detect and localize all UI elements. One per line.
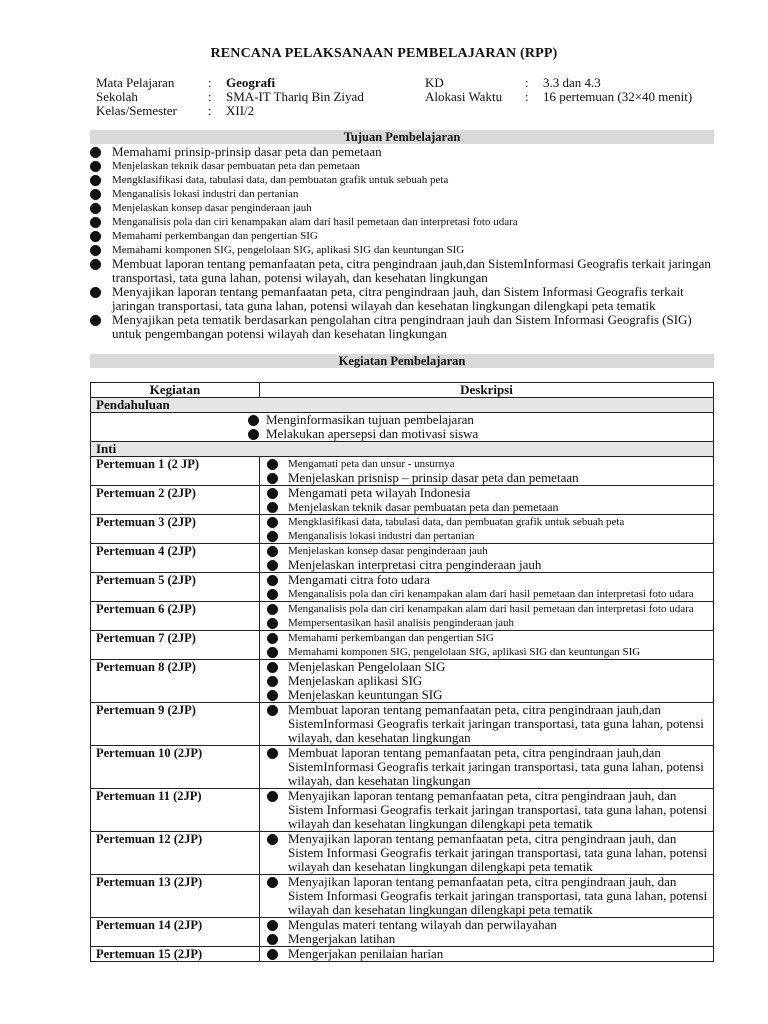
list-item — [90, 159, 714, 173]
meeting-name: Pertemuan 1 (2 JP) — [91, 457, 260, 486]
bullet-icon — [90, 259, 101, 270]
bullet-icon — [267, 834, 278, 845]
meeting-description — [260, 789, 714, 832]
goal-text: Menyajikan peta tematik berdasarkan pengolahan citra pengindraan jauh dan Sistem Informasi Geografis (SIG) untuk pengembangan potensi wilayah dan kesehatan lingkungan — [112, 312, 692, 341]
info-right — [425, 76, 692, 104]
info-sep: : — [208, 103, 212, 118]
list-item — [90, 187, 714, 201]
list-item — [90, 229, 714, 243]
meeting-description — [260, 947, 714, 962]
bullet-icon — [267, 604, 278, 615]
meeting-description — [260, 515, 714, 544]
bullet-icon — [90, 315, 101, 326]
table-row — [91, 515, 714, 544]
list-item — [90, 313, 714, 341]
info-value: XII/2 — [226, 103, 255, 118]
goal-text: Menjelaskan teknik dasar pembuatan peta dan pemetaan — [112, 160, 361, 172]
meeting-description — [260, 631, 714, 660]
tujuan-heading: Tujuan Pembelajaran — [90, 130, 714, 144]
list-item — [265, 616, 708, 630]
meeting-name: Pertemuan 15 (2JP) — [91, 947, 260, 962]
meeting-name: Pertemuan 5 (2JP) — [91, 573, 260, 602]
info-label: Sekolah — [96, 89, 138, 104]
description-list — [265, 703, 708, 745]
description-list — [265, 947, 708, 961]
bullet-icon — [90, 217, 101, 228]
meeting-description — [260, 573, 714, 602]
header-deskripsi: Deskripsi — [260, 383, 714, 398]
meeting-name: Pertemuan 9 (2JP) — [91, 703, 260, 746]
goal-text: Memahami prinsip-prinsip dasar peta dan pemetaan — [112, 144, 382, 159]
bullet-icon — [267, 546, 278, 557]
meeting-description — [260, 918, 714, 947]
activity-table — [90, 382, 714, 962]
list-item — [90, 215, 714, 229]
list-item — [265, 947, 708, 961]
table-row — [91, 486, 714, 515]
description-text: Mengklasifikasi data, tabulasi data, dan pembuatan grafik untuk sebuah peta — [288, 516, 625, 528]
description-list — [265, 457, 708, 485]
description-text: Menjelaskan aplikasi SIG — [288, 673, 423, 688]
goal-text: Menjelaskan konsep dasar penginderaan jauh — [112, 202, 312, 214]
table-row — [91, 703, 714, 746]
description-text: Mengerjakan penilaian harian — [288, 946, 444, 961]
description-text: Menganalisis pola dan ciri kenampakan alam dari hasil pemetaan dan interpretasi foto udara — [288, 588, 694, 600]
bullet-icon — [267, 705, 278, 716]
description-list — [265, 875, 708, 917]
table-row — [91, 602, 714, 631]
table-row — [91, 947, 714, 962]
goal-text: Memahami komponen SIG, pengelolaan SIG, aplikasi SIG dan keuntungan SIG — [112, 244, 465, 256]
meeting-description — [260, 703, 714, 746]
bullet-icon — [267, 877, 278, 888]
list-item — [265, 573, 708, 587]
bullet-icon — [90, 245, 101, 256]
meeting-description — [260, 544, 714, 573]
bullet-icon — [267, 949, 278, 960]
list-item — [265, 631, 708, 645]
description-text: Menyajikan laporan tentang pemanfaatan peta, citra pengindraan jauh, dan Sistem Informasi Geografis terkait jaringan transportasi, tata guna lahan, potensi wilayah dan kesehatan lingkungan dilengkapi peta tematik — [288, 788, 708, 831]
table-row — [91, 832, 714, 875]
bullet-icon — [267, 633, 278, 644]
list-item — [265, 515, 708, 529]
list-item — [265, 500, 708, 514]
bullet-icon — [267, 791, 278, 802]
info-label: Mata Pelajaran — [96, 75, 175, 90]
meeting-description — [260, 875, 714, 918]
description-text: Menjelaskan Pengelolaan SIG — [288, 659, 446, 674]
list-item — [265, 832, 708, 874]
meeting-description — [260, 832, 714, 875]
pendahuluan-list — [266, 413, 713, 441]
section-label: Pendahuluan — [91, 398, 714, 413]
description-text: Menganalisis lokasi industri dan pertanian — [288, 530, 475, 542]
description-list — [265, 602, 708, 630]
bullet-icon — [267, 459, 278, 470]
list-item — [265, 457, 708, 471]
description-list — [265, 486, 708, 514]
description-text: Menjelaskan keuntungan SIG — [288, 687, 443, 702]
list-item — [266, 427, 713, 441]
info-row-school — [96, 90, 364, 104]
description-text: Mempersentasikan hasil analisis penginderaan jauh — [288, 617, 515, 629]
meeting-description — [260, 660, 714, 703]
goals-list — [90, 145, 714, 341]
description-list — [265, 515, 708, 543]
bullet-icon — [267, 920, 278, 931]
description-text: Memahami komponen SIG, pengelolaan SIG, aplikasi SIG dan keuntungan SIG — [288, 646, 641, 658]
description-text: Memahami perkembangan dan pengertian SIG — [288, 632, 494, 644]
list-item — [90, 285, 714, 313]
meeting-description — [260, 457, 714, 486]
list-item — [265, 674, 708, 688]
description-text: Membuat laporan tentang pemanfaatan peta, citra pengindraan jauh,dan SistemInformasi Geografis terkait jaringan transportasi, tata guna lahan, potensi wilayah, dan kesehatan lingkungan — [288, 702, 704, 745]
info-sep: : — [525, 75, 529, 90]
bullet-icon — [267, 502, 278, 513]
list-item — [265, 471, 708, 485]
description-list — [265, 746, 708, 788]
bullet-icon — [267, 748, 278, 759]
bullet-icon — [248, 429, 259, 440]
bullet-icon — [267, 589, 278, 600]
section-row-inti — [91, 442, 714, 457]
pendahuluan-text: Melakukan apersepsi dan motivasi siswa — [266, 426, 479, 441]
goal-text: Memahami perkembangan dan pengertian SIG — [112, 230, 318, 242]
bullet-icon — [267, 575, 278, 586]
header-kegiatan: Kegiatan — [91, 383, 260, 398]
pendahuluan-row — [91, 413, 714, 442]
list-item — [265, 789, 708, 831]
info-row-class — [96, 104, 364, 118]
description-text: Membuat laporan tentang pemanfaatan peta, citra pengindraan jauh,dan SistemInformasi Geografis terkait jaringan transportasi, tata guna lahan, potensi wilayah, dan kesehatan lingkungan — [288, 745, 704, 788]
table-row — [91, 918, 714, 947]
list-item — [90, 257, 714, 285]
table-row — [91, 457, 714, 486]
list-item — [265, 602, 708, 616]
info-value: 16 pertemuan (32×40 menit) — [543, 89, 693, 104]
meeting-name: Pertemuan 4 (2JP) — [91, 544, 260, 573]
info-label: Alokasi Waktu — [425, 89, 503, 104]
table-header-row — [91, 383, 714, 398]
description-text: Mengamati peta wilayah Indonesia — [288, 485, 471, 500]
table-row — [91, 573, 714, 602]
table-row — [91, 789, 714, 832]
list-item — [265, 660, 708, 674]
goal-text: Membuat laporan tentang pemanfaatan peta, citra pengindraan jauh,dan SistemInformasi Geografis terkait jaringan transportasi, tata guna lahan, potensi wilayah, dan kesehatan lingkungan — [112, 256, 711, 285]
list-item — [90, 173, 714, 187]
list-item — [265, 688, 708, 702]
description-text: Mengulas materi tentang wilayah dan perwilayahan — [288, 917, 557, 932]
bullet-icon — [267, 934, 278, 945]
bullet-icon — [267, 531, 278, 542]
bullet-icon — [267, 618, 278, 629]
description-text: Mengamati citra foto udara — [288, 572, 430, 587]
bullet-icon — [90, 287, 101, 298]
list-item — [265, 544, 708, 558]
list-item — [265, 703, 708, 745]
description-list — [265, 544, 708, 572]
table-row — [91, 875, 714, 918]
list-item — [265, 746, 708, 788]
description-text: Menjelaskan teknik dasar pembuatan peta dan pemetaan — [288, 500, 559, 514]
pendahuluan-text: Menginformasikan tujuan pembelajaran — [266, 412, 474, 427]
info-row-subject — [96, 76, 364, 90]
table-row — [91, 660, 714, 703]
description-list — [265, 918, 708, 946]
info-label: KD — [425, 75, 444, 90]
description-list — [265, 631, 708, 659]
bullet-icon — [267, 662, 278, 673]
goal-text: Menganalisis lokasi industri dan pertanian — [112, 188, 299, 200]
meeting-description — [260, 486, 714, 515]
bullet-icon — [267, 690, 278, 701]
list-item — [265, 645, 708, 659]
meeting-name: Pertemuan 3 (2JP) — [91, 515, 260, 544]
description-text: Menjelaskan prisnisp – prinsip dasar peta dan pemetaan — [288, 470, 579, 485]
meeting-name: Pertemuan 13 (2JP) — [91, 875, 260, 918]
info-value: Geografi — [226, 75, 276, 90]
bullet-icon — [267, 473, 278, 484]
info-sep: : — [208, 89, 212, 104]
description-text: Menjelaskan konsep dasar penginderaan jauh — [288, 545, 488, 557]
list-item — [90, 145, 714, 159]
table-row — [91, 631, 714, 660]
list-item — [265, 587, 708, 601]
bullet-icon — [267, 560, 278, 571]
list-item — [265, 932, 708, 946]
info-row-time — [425, 90, 692, 104]
page-title: RENCANA PELAKSANAAN PEMBELAJARAN (RPP) — [210, 46, 558, 61]
table-row — [91, 746, 714, 789]
info-sep: : — [525, 89, 529, 104]
meeting-name: Pertemuan 14 (2JP) — [91, 918, 260, 947]
meeting-name: Pertemuan 8 (2JP) — [91, 660, 260, 703]
bullet-icon — [90, 147, 101, 158]
bullet-icon — [267, 676, 278, 687]
description-text: Menjelaskan interpretasi citra penginderaan jauh — [288, 557, 542, 572]
info-sep: : — [208, 75, 212, 90]
goal-text: Mengklasifikasi data, tabulasi data, dan pembuatan grafik untuk sebuah peta — [112, 174, 449, 186]
description-text: Mengamati peta dan unsur - unsurnya — [288, 458, 455, 470]
bullet-icon — [90, 231, 101, 242]
meeting-name: Pertemuan 2 (2JP) — [91, 486, 260, 515]
meeting-description — [260, 602, 714, 631]
list-item — [265, 529, 708, 543]
kegiatan-heading: Kegiatan Pembelajaran — [90, 354, 714, 368]
list-item — [266, 413, 713, 427]
description-list — [265, 660, 708, 702]
meeting-name: Pertemuan 7 (2JP) — [91, 631, 260, 660]
bullet-icon — [267, 647, 278, 658]
description-text: Menyajikan laporan tentang pemanfaatan peta, citra pengindraan jauh, dan Sistem Informasi Geografis terkait jaringan transportasi, tata guna lahan, potensi wilayah dan kesehatan lingkungan dilengkapi peta tematik — [288, 831, 708, 874]
info-row-kd — [425, 76, 692, 90]
description-text: Mengerjakan latihan — [288, 931, 396, 946]
list-item — [265, 918, 708, 932]
goal-text: Menganalisis pola dan ciri kenampakan alam dari hasil pemetaan dan interpretasi foto udara — [112, 216, 518, 228]
info-value: SMA-IT Thariq Bin Ziyad — [226, 89, 364, 104]
bullet-icon — [90, 175, 101, 186]
list-item — [265, 558, 708, 572]
bullet-icon — [90, 203, 101, 214]
bullet-icon — [267, 488, 278, 499]
goal-text: Menyajikan laporan tentang pemanfaatan peta, citra pengindraan jauh, dan Sistem Informasi Geografis terkait jaringan transportasi, tata guna lahan, potensi wilayah dan kesehatan lingkungan dilengkapi peta tematik — [112, 284, 684, 313]
info-value: 3.3 dan 4.3 — [543, 75, 601, 90]
description-list — [265, 832, 708, 874]
description-text: Menyajikan laporan tentang pemanfaatan peta, citra pengindraan jauh, dan Sistem Informasi Geografis terkait jaringan transportasi, tata guna lahan, potensi wilayah dan kesehatan lingkungan dilengkapi peta tematik — [288, 874, 708, 917]
description-list — [265, 573, 708, 601]
list-item — [265, 875, 708, 917]
meeting-description — [260, 746, 714, 789]
meeting-name: Pertemuan 12 (2JP) — [91, 832, 260, 875]
meeting-name: Pertemuan 6 (2JP) — [91, 602, 260, 631]
info-label: Kelas/Semester — [96, 103, 177, 118]
description-text: Menganalisis pola dan ciri kenampakan alam dari hasil pemetaan dan interpretasi foto udara — [288, 603, 694, 615]
meeting-name: Pertemuan 11 (2JP) — [91, 789, 260, 832]
meeting-name: Pertemuan 10 (2JP) — [91, 746, 260, 789]
bullet-icon — [248, 415, 259, 426]
list-item — [90, 201, 714, 215]
table-row — [91, 544, 714, 573]
bullet-icon — [90, 189, 101, 200]
list-item — [90, 243, 714, 257]
section-label: Inti — [91, 442, 714, 457]
bullet-icon — [267, 517, 278, 528]
description-list — [265, 789, 708, 831]
list-item — [265, 486, 708, 500]
bullet-icon — [90, 161, 101, 172]
info-left — [96, 76, 364, 118]
section-row-pendahuluan — [91, 398, 714, 413]
